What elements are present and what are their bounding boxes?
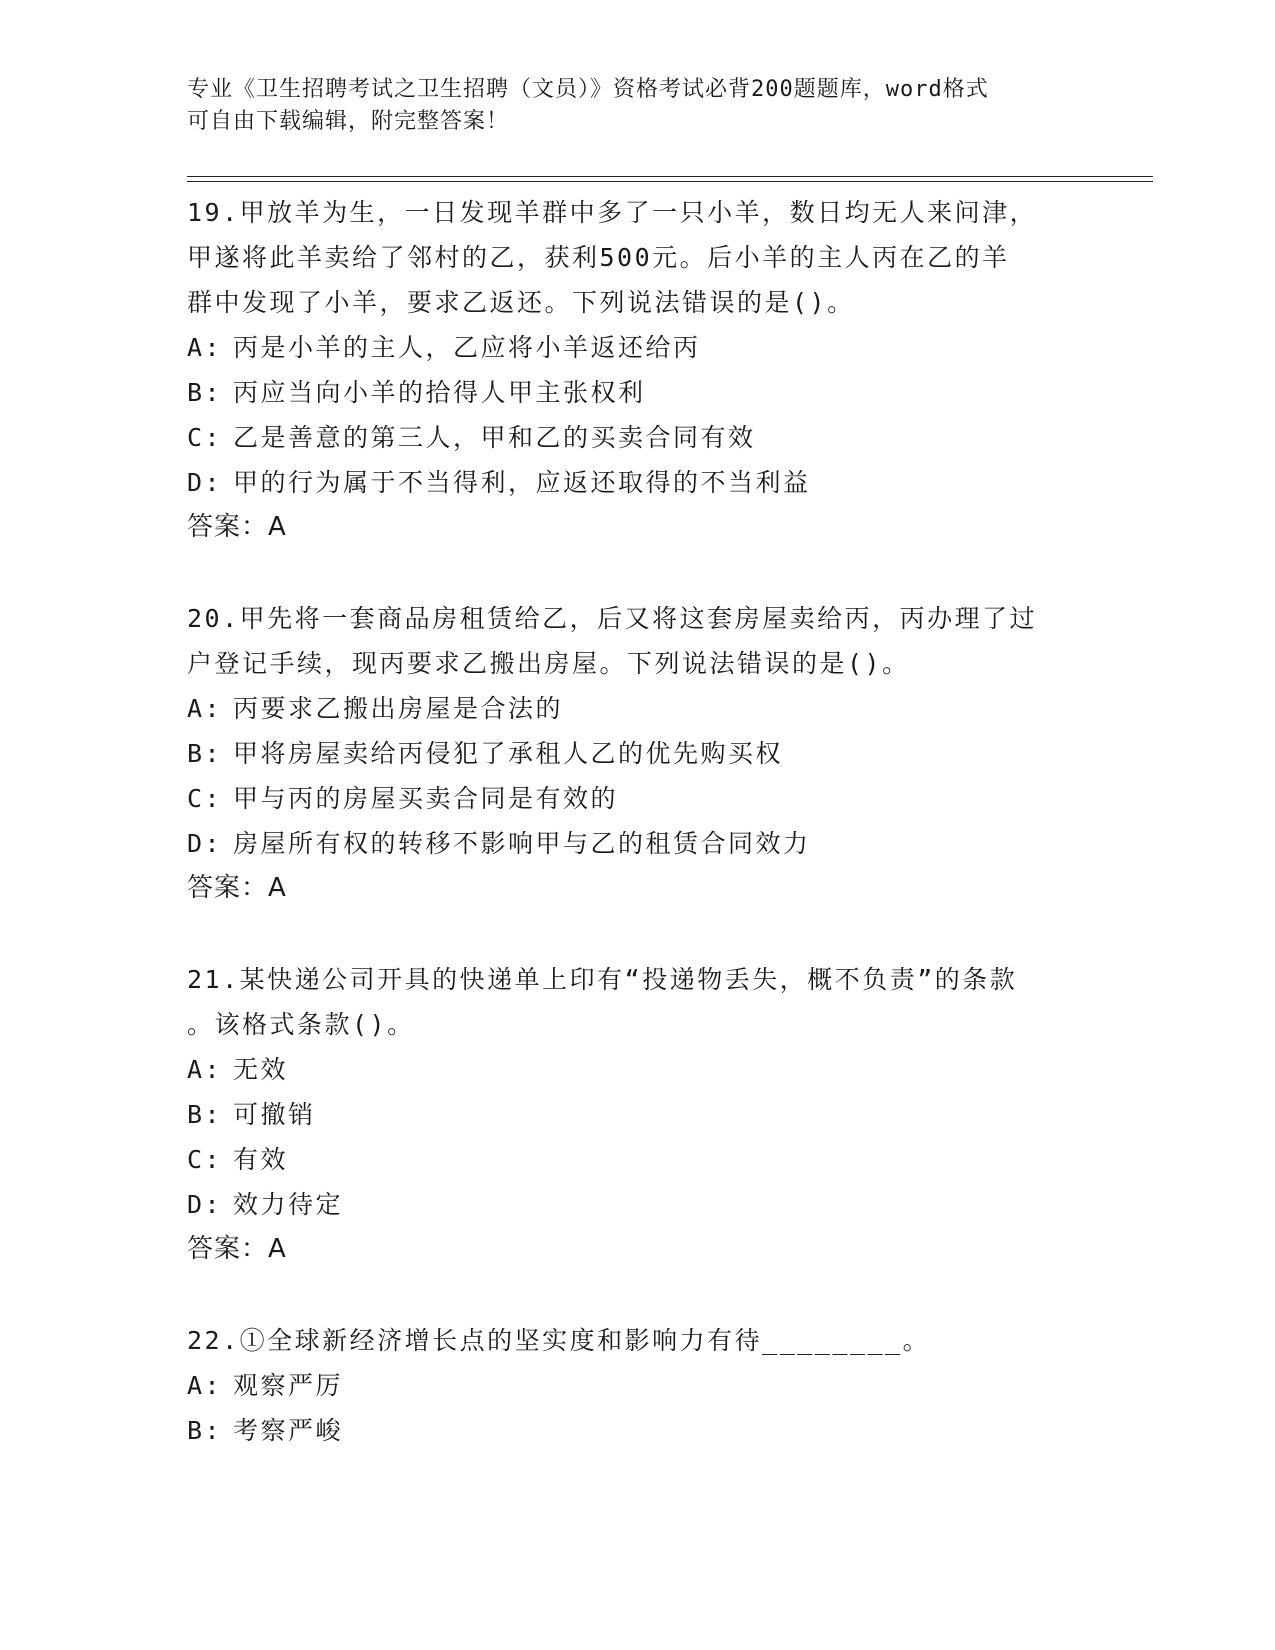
answer-label: 答案：	[187, 873, 269, 903]
question-stem	[187, 190, 1087, 325]
option-letter: A:	[187, 333, 223, 362]
stem-line: 。该格式条款()。	[187, 1010, 415, 1039]
option-letter: B:	[187, 378, 223, 407]
header-line-1: 专业《卫生招聘考试之卫生招聘（文员）》资格考试必背200题题库，word格式	[187, 77, 989, 102]
stem-line: 22.①全球新经济增长点的坚实度和影响力有待________。	[187, 1326, 931, 1355]
option-c	[187, 415, 1087, 460]
option-letter: D:	[187, 468, 223, 497]
stem-line: 甲遂将此羊卖给了邻村的乙，获利500元。后小羊的主人丙在乙的羊	[187, 243, 1010, 272]
answer-value: A	[268, 1234, 287, 1264]
question-22	[187, 1318, 1087, 1453]
option-letter: C:	[187, 784, 223, 813]
option-text: 观察严厉	[233, 1371, 344, 1400]
option-text: 可撤销	[233, 1100, 316, 1129]
option-text: 甲的行为属于不当得利，应返还取得的不当利益	[233, 468, 811, 497]
stem-line: 户登记手续，现丙要求乙搬出房屋。下列说法错误的是()。	[187, 649, 910, 678]
question-stem	[187, 957, 1087, 1047]
option-letter: A:	[187, 1055, 223, 1084]
option-a	[187, 325, 1087, 370]
option-letter: B:	[187, 1100, 223, 1129]
option-text: 甲将房屋卖给丙侵犯了承租人乙的优先购买权	[233, 739, 784, 768]
option-a	[187, 1363, 1087, 1408]
stem-line: 群中发现了小羊，要求乙返还。下列说法错误的是()。	[187, 288, 855, 317]
option-text: 丙是小羊的主人，乙应将小羊返还给丙	[233, 333, 701, 362]
option-text: 房屋所有权的转移不影响甲与乙的租赁合同效力	[233, 829, 811, 858]
header-divider-bottom	[187, 181, 1153, 182]
stem-line: 21.某快递公司开具的快递单上印有“投递物丢失，概不负责”的条款	[187, 965, 1018, 994]
option-d	[187, 821, 1087, 866]
option-letter: D:	[187, 829, 223, 858]
option-a	[187, 686, 1087, 731]
option-b	[187, 1408, 1087, 1453]
option-text: 效力待定	[233, 1190, 344, 1219]
option-letter: C:	[187, 423, 223, 452]
option-c	[187, 776, 1087, 821]
stem-line: 20.甲先将一套商品房租赁给乙，后又将这套房屋卖给丙，丙办理了过	[187, 604, 1038, 633]
option-text: 乙是善意的第三人，甲和乙的买卖合同有效	[233, 423, 756, 452]
answer-value: A	[268, 873, 287, 903]
question-stem	[187, 1318, 1087, 1363]
answer-label: 答案：	[187, 1234, 269, 1264]
answer-line	[187, 505, 1087, 550]
document-header	[187, 74, 1067, 138]
option-b	[187, 370, 1087, 415]
option-b	[187, 731, 1087, 776]
option-d	[187, 460, 1087, 505]
option-text: 无效	[233, 1055, 289, 1084]
option-letter: A:	[187, 694, 223, 723]
answer-line	[187, 1227, 1087, 1272]
stem-line: 19.甲放羊为生，一日发现羊群中多了一只小羊，数日均无人来问津，	[187, 198, 1038, 227]
question-21	[187, 957, 1087, 1272]
option-text: 考察严峻	[233, 1416, 344, 1445]
option-text: 丙应当向小羊的拾得人甲主张权利	[233, 378, 646, 407]
option-letter: B:	[187, 1416, 223, 1445]
question-20	[187, 596, 1087, 911]
option-c	[187, 1137, 1087, 1182]
option-letter: C:	[187, 1145, 223, 1174]
option-letter: A:	[187, 1371, 223, 1400]
option-letter: D:	[187, 1190, 223, 1219]
option-text: 甲与丙的房屋买卖合同是有效的	[233, 784, 619, 813]
option-text: 有效	[233, 1145, 289, 1174]
option-b	[187, 1092, 1087, 1137]
question-19	[187, 190, 1087, 550]
answer-line	[187, 866, 1087, 911]
answer-value: A	[268, 512, 287, 542]
answer-label: 答案：	[187, 512, 269, 542]
question-list	[187, 190, 1087, 1499]
option-text: 丙要求乙搬出房屋是合法的	[233, 694, 564, 723]
option-d	[187, 1182, 1087, 1227]
option-letter: B:	[187, 739, 223, 768]
header-divider-top	[187, 176, 1153, 177]
option-a	[187, 1047, 1087, 1092]
question-stem	[187, 596, 1087, 686]
header-line-2: 可自由下载编辑，附完整答案！	[187, 109, 510, 134]
